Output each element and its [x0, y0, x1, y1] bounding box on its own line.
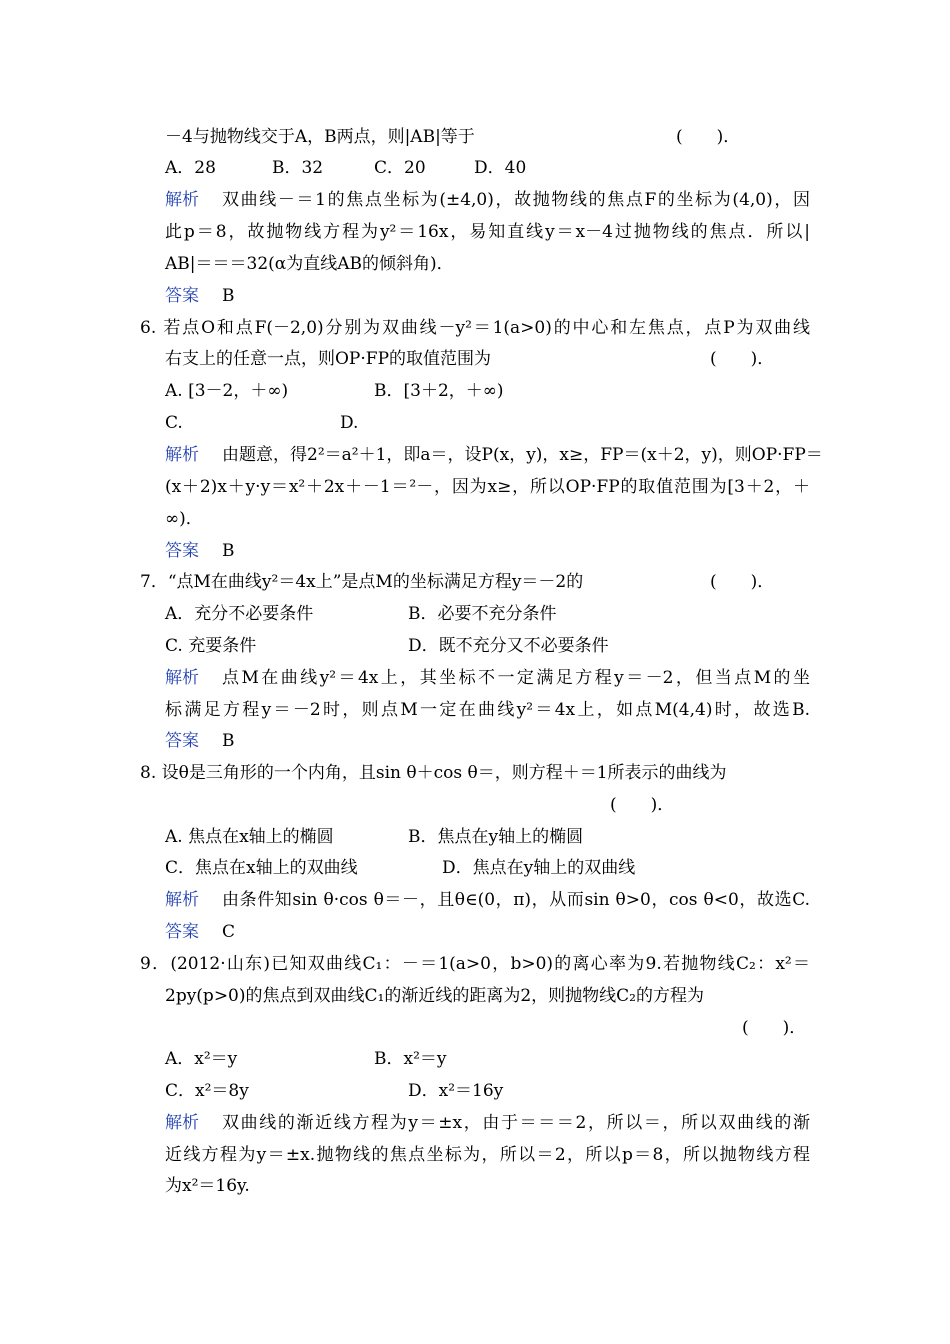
q8-option-c: C．焦点在x轴上的双曲线 — [165, 858, 358, 878]
q6-jiexi-line3: ∞)． — [165, 509, 203, 529]
q5-jiexi-label: 解析 — [165, 190, 199, 210]
q8-answer-label: 答案 — [165, 922, 199, 942]
q6-option-c: C. — [165, 413, 183, 433]
q9-option-c: C．x²＝8y — [165, 1081, 249, 1101]
q7-jiexi-line2: 标满足方程y＝－2时，则点M一定在曲线y²＝4x上，如点M(4,4)时，故选B. — [165, 700, 810, 720]
q6-option-b: B．[3＋2，＋∞) — [374, 381, 504, 401]
q8-option-d: D．焦点在y轴上的双曲线 — [442, 858, 636, 878]
q7-jiexi-label: 解析 — [165, 668, 199, 688]
q5-jiexi-line3: AB|＝＝＝32(α为直线AB的倾斜角)． — [165, 254, 454, 274]
q9-jiexi-line3: 为x²＝16y. — [165, 1176, 250, 1196]
q9-stem-line2: 2py(p>0)的焦点到双曲线C₁的渐近线的距离为2，则抛物线C₂的方程为 — [165, 986, 704, 1006]
q5-stem-end: －4与抛物线交于A，B两点，则|AB|等于 — [165, 127, 475, 147]
q8-jiexi-label: 解析 — [165, 890, 199, 910]
q8-answer-bracket: ( )． — [610, 795, 675, 815]
q6-stem-line1: 6. 若点O和点F(－2,0)分别为双曲线－y²＝1(a>0)的中心和左焦点，点P为双曲线 — [140, 318, 810, 338]
q9-option-b: B．x²＝y — [374, 1049, 447, 1069]
q8-option-a: A. 焦点在x轴上的椭圆 — [165, 827, 334, 847]
q8-option-b: B．焦点在y轴上的椭圆 — [408, 827, 584, 847]
q5-answer-bracket: ( )． — [676, 127, 741, 147]
q9-jiexi-label: 解析 — [165, 1113, 199, 1133]
q6-answer: B — [222, 541, 235, 561]
q6-option-a: A. [3－2，＋∞) — [165, 381, 289, 401]
q5-answer-label: 答案 — [165, 286, 199, 306]
q8-jiexi-line1: 由条件知sin θ·cos θ＝－，且θ∈(0，π)，从而sin θ>0，cos θ<0，故选C. — [222, 890, 810, 910]
q6-jiexi-line2: (x＋2)x＋y·y＝x²＋2x＋－1＝²－，因为x≥，所以OP·FP的取值范围为[3＋2，＋ — [165, 477, 810, 497]
q8-answer: C — [222, 922, 236, 942]
q7-option-c: C. 充要条件 — [165, 636, 257, 656]
q9-stem-line1: 9．(2012·山东)已知双曲线C₁：－＝1(a>0，b>0)的离心率为9.若抛物线C₂：x²＝ — [140, 954, 810, 974]
q7-stem: 7．“点M在曲线y²＝4x上”是点M的坐标满足方程y＝－2的 — [140, 572, 584, 592]
q6-option-d: D. — [340, 413, 359, 433]
q6-jiexi-label: 解析 — [165, 445, 199, 465]
q6-jiexi-line1: 由题意，得2²＝a²＋1，即a＝，设P(x，y)，x≥，FP＝(x＋2，y)，则OP·FP＝ — [222, 445, 823, 465]
q9-option-a: A．x²＝y — [165, 1049, 238, 1069]
q8-stem: 8. 设θ是三角形的一个内角，且sin θ＋cos θ＝，则方程＋＝1所表示的曲线为 — [140, 763, 727, 783]
q5-option-a: A．28 — [165, 158, 216, 178]
q6-stem-line2: 右支上的任意一点，则OP·FP的取值范围为 — [165, 349, 492, 369]
q5-jiexi-line2: 此p＝8，故抛物线方程为y²＝16x，易知直线y＝x－4过抛物线的焦点．所以| — [165, 222, 810, 242]
q5-option-b: B．32 — [272, 158, 324, 178]
q6-answer-bracket: ( )． — [710, 349, 775, 369]
q5-jiexi-line1: 双曲线－＝1的焦点坐标为(±4,0)，故抛物线的焦点F的坐标为(4,0)，因 — [222, 190, 810, 210]
q5-answer: B — [222, 286, 235, 306]
q9-jiexi-line1: 双曲线的渐近线方程为y＝±x，由于＝＝＝2，所以＝，所以双曲线的渐 — [222, 1113, 810, 1133]
q7-answer-bracket: ( )． — [710, 572, 775, 592]
q7-option-d: D．既不充分又不必要条件 — [408, 636, 609, 656]
q7-option-b: B．必要不充分条件 — [408, 604, 557, 624]
q9-jiexi-line2: 近线方程为y＝±x.抛物线的焦点坐标为，所以＝2，所以p＝8，所以抛物线方程 — [165, 1145, 810, 1165]
q7-option-a: A．充分不必要条件 — [165, 604, 314, 624]
q9-option-d: D．x²＝16y — [408, 1081, 504, 1101]
q7-answer-label: 答案 — [165, 731, 199, 751]
q7-jiexi-line1: 点M在曲线y²＝4x上，其坐标不一定满足方程y＝－2，但当点M的坐 — [222, 668, 810, 688]
q5-option-d: D．40 — [474, 158, 527, 178]
q5-option-c: C．20 — [374, 158, 426, 178]
q9-answer-bracket: ( )． — [742, 1018, 807, 1038]
q7-answer: B — [222, 731, 235, 751]
q6-answer-label: 答案 — [165, 541, 199, 561]
